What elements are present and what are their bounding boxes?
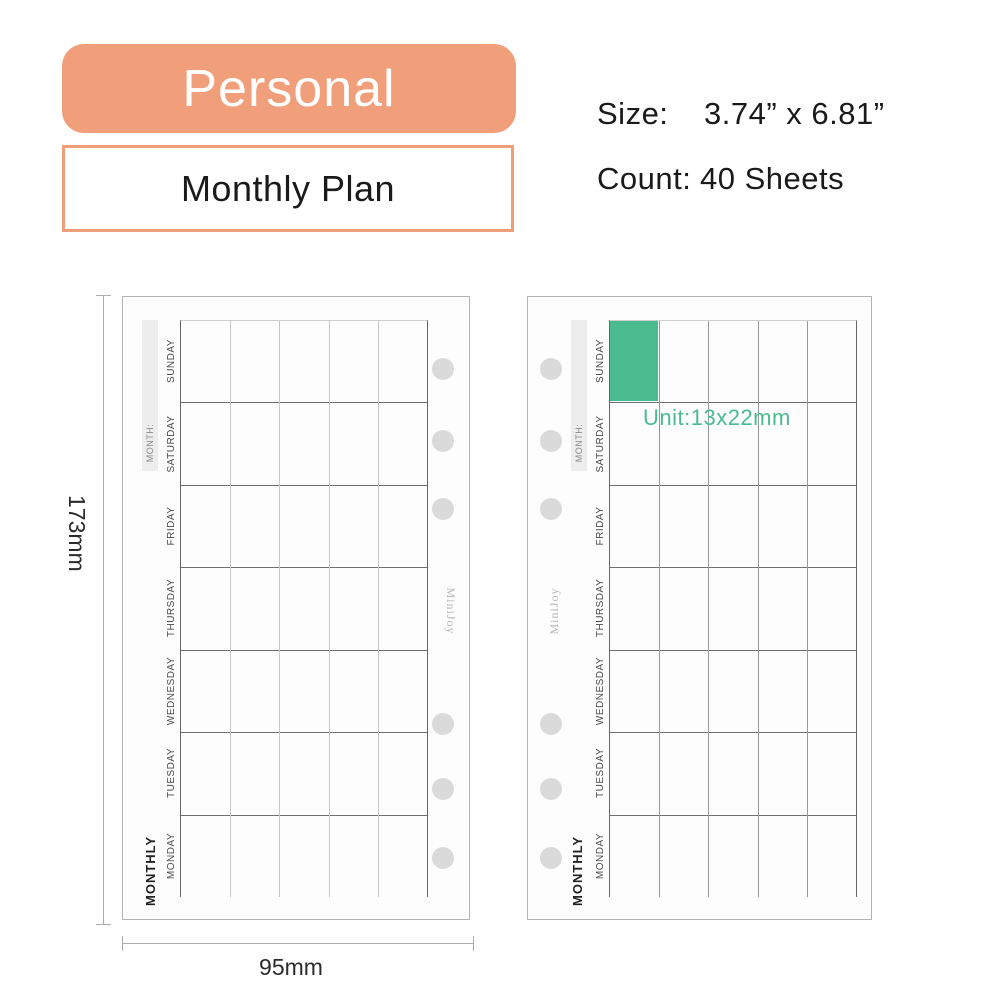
size-spec-label: Size: (597, 96, 669, 131)
day-row-sunday (181, 321, 427, 403)
size-spec-value: 3.74” x 6.81” (704, 96, 885, 131)
day-row-saturday (181, 403, 427, 485)
calendar-grid (180, 320, 428, 897)
week-divider-line (807, 321, 808, 897)
month-field-label: MONTH: (145, 423, 155, 463)
day-label-monday: MONDAY (595, 832, 606, 880)
week-divider-line (230, 321, 231, 897)
day-label-wednesday: WEDNESDAY (166, 656, 177, 726)
brand-minijoy: MiniJoy (444, 587, 458, 635)
week-divider-line (279, 321, 280, 897)
binder-hole (432, 358, 454, 380)
day-label-thursday: THURSDAY (166, 578, 177, 638)
day-row-thursday (610, 568, 856, 650)
page-height-label: 173mm (64, 495, 90, 572)
planner-page-right (527, 296, 872, 920)
day-label-saturday: SATURDAY (166, 415, 177, 473)
day-row-thursday (181, 568, 427, 650)
product-name-box: Monthly Plan (62, 145, 514, 232)
binder-hole (540, 778, 562, 800)
day-row-monday (181, 816, 427, 897)
binder-hole (540, 713, 562, 735)
month-field-label: MONTH: (574, 423, 584, 463)
day-label-sunday: SUNDAY (595, 339, 606, 383)
binder-hole (432, 498, 454, 520)
day-row-tuesday (181, 733, 427, 815)
brand-minijoy: MiniJoy (547, 587, 561, 635)
planner-page-left (122, 296, 470, 920)
width-dimension-cap-right (473, 936, 474, 951)
width-dimension-cap-left (122, 936, 123, 951)
page-title-monthly: MONTHLY (143, 835, 158, 906)
count-spec-value: 40 Sheets (700, 161, 845, 196)
day-label-thursday: THURSDAY (595, 578, 606, 638)
day-row-wednesday (181, 651, 427, 733)
day-label-monday: MONDAY (166, 832, 177, 880)
unit-size-label: Unit:13x22mm (643, 405, 791, 430)
size-category-badge: Personal (62, 44, 516, 133)
day-label-tuesday: TUESDAY (595, 748, 606, 798)
width-dimension-line (122, 943, 474, 944)
binder-hole (432, 713, 454, 735)
day-label-tuesday: TUESDAY (166, 748, 177, 798)
binder-hole (540, 847, 562, 869)
binder-hole (540, 430, 562, 452)
binder-hole (432, 778, 454, 800)
page-title-monthly: MONTHLY (570, 835, 585, 906)
highlighted-unit-cell (610, 321, 658, 401)
binder-hole (432, 847, 454, 869)
day-label-wednesday: WEDNESDAY (595, 656, 606, 726)
day-row-monday (610, 816, 856, 897)
day-label-friday: FRIDAY (166, 506, 177, 546)
height-dimension-cap-top (96, 295, 111, 296)
day-label-saturday: SATURDAY (595, 415, 606, 473)
binder-hole (540, 358, 562, 380)
binder-hole (432, 430, 454, 452)
week-divider-line (378, 321, 379, 897)
day-row-wednesday (610, 651, 856, 733)
day-row-tuesday (610, 733, 856, 815)
height-dimension-cap-bottom (96, 924, 111, 925)
day-row-friday (610, 486, 856, 568)
binder-hole (540, 498, 562, 520)
day-row-friday (181, 486, 427, 568)
page-width-label: 95mm (259, 954, 323, 980)
count-spec-label: Count: (597, 161, 692, 196)
week-divider-line (329, 321, 330, 897)
height-dimension-line (103, 296, 104, 925)
day-label-sunday: SUNDAY (166, 339, 177, 383)
day-label-friday: FRIDAY (595, 506, 606, 546)
